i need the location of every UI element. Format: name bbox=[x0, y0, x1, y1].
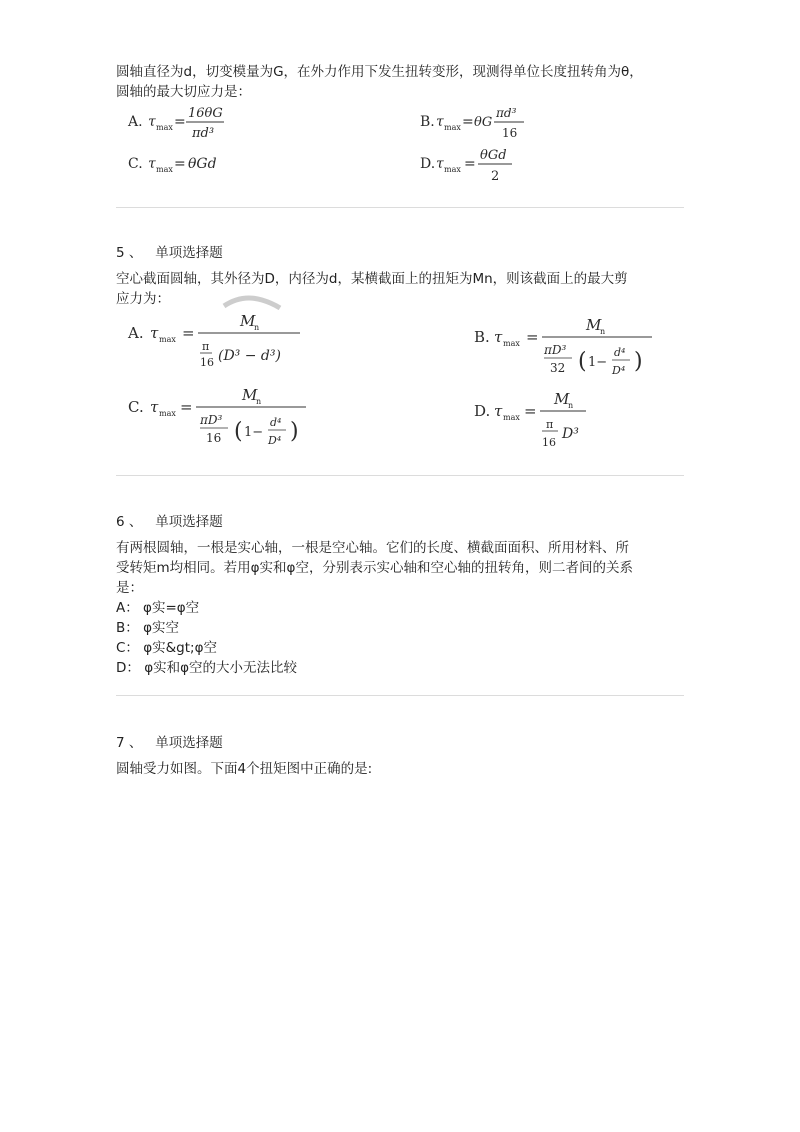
q6-option-c[interactable] bbox=[116, 638, 217, 658]
q5-option-a-letter: A. bbox=[128, 324, 144, 342]
max-subscript: max bbox=[156, 123, 173, 132]
mn-subscript: n bbox=[568, 401, 574, 410]
q4-option-a-denominator: πd³ bbox=[192, 126, 215, 141]
svg-text:M: M bbox=[240, 312, 256, 330]
svg-text:D⁴: D⁴ bbox=[268, 434, 282, 447]
equals-sign: = bbox=[180, 398, 193, 416]
option-label: A： bbox=[116, 600, 139, 616]
q4-stem-line2: 圆轴的最大切应力是： bbox=[116, 84, 251, 100]
tau-symbol: τ bbox=[494, 402, 503, 420]
q6-stem-line2: 受转矩m均相同。若用φ实和φ空，分别表示实心轴和空心轴的扭转角，则二者间的关系 bbox=[116, 560, 633, 576]
tau-symbol: τ bbox=[148, 156, 156, 172]
svg-text:16: 16 bbox=[200, 356, 214, 369]
q4-option-a-letter: A. bbox=[128, 114, 143, 130]
svg-text:D⁴: D⁴ bbox=[612, 364, 626, 377]
q7-type: 单项选择题 bbox=[155, 735, 223, 751]
q5-type: 单项选择题 bbox=[155, 245, 223, 261]
q6-option-b[interactable] bbox=[116, 618, 179, 638]
svg-text:d⁴: d⁴ bbox=[614, 346, 626, 359]
svg-text:): ) bbox=[290, 419, 299, 444]
pi-symbol: π bbox=[202, 340, 210, 353]
max-subscript: max bbox=[444, 123, 461, 132]
max-subscript: max bbox=[503, 339, 520, 348]
pi-symbol: π bbox=[546, 418, 554, 431]
mn-subscript: n bbox=[254, 323, 260, 332]
q5-number: 5 、 bbox=[116, 245, 143, 261]
q4-option-c-letter: C. bbox=[128, 156, 143, 172]
q6-number: 6 、 bbox=[116, 514, 143, 530]
tau-symbol: τ bbox=[494, 328, 503, 346]
svg-text:M: M bbox=[554, 390, 570, 408]
q4-option-c-rhs: θGd bbox=[188, 156, 217, 172]
q4-option-a-numerator: 16θG bbox=[188, 106, 223, 121]
svg-text:M: M bbox=[586, 316, 602, 334]
max-subscript: max bbox=[159, 409, 176, 418]
q4-option-d-letter: D. bbox=[420, 156, 436, 172]
svg-text:(: ( bbox=[234, 419, 243, 444]
option-text: φ实空 bbox=[143, 620, 179, 636]
svg-text:16: 16 bbox=[542, 436, 556, 449]
option-label: D： bbox=[116, 660, 140, 676]
svg-text:πD³: πD³ bbox=[200, 413, 223, 427]
q4-option-b-denominator: 16 bbox=[502, 126, 518, 140]
equals-sign: = bbox=[464, 156, 476, 172]
svg-text:1−: 1− bbox=[244, 425, 264, 440]
max-subscript: max bbox=[159, 335, 176, 344]
tau-symbol: τ bbox=[436, 156, 444, 172]
q6-option-a[interactable] bbox=[116, 598, 199, 618]
q6-option-d[interactable] bbox=[116, 658, 297, 678]
equals-sign: = bbox=[174, 156, 186, 172]
max-subscript: max bbox=[444, 165, 461, 174]
svg-text:(D³ − d³): (D³ − d³) bbox=[218, 348, 281, 364]
equals-sign: = bbox=[182, 324, 195, 342]
option-text: φ实&gt;φ空 bbox=[143, 640, 217, 656]
max-subscript: max bbox=[156, 165, 173, 174]
option-label: C： bbox=[116, 640, 139, 656]
q4-option-b-numerator: πd³ bbox=[496, 106, 517, 120]
q6-stem-line1: 有两根圆轴，一根是实心轴，一根是空心轴。它们的长度、横截面面积、所用材料、所 bbox=[116, 540, 629, 556]
equals-sign: = bbox=[526, 328, 539, 346]
equals-sign: = bbox=[174, 114, 186, 130]
equals-sign: = bbox=[462, 114, 474, 130]
q6-type: 单项选择题 bbox=[155, 514, 223, 530]
svg-text:d⁴: d⁴ bbox=[270, 416, 282, 429]
tau-symbol: τ bbox=[150, 324, 159, 342]
q4-option-d-numerator: θGd bbox=[480, 148, 507, 163]
svg-text:πD³: πD³ bbox=[544, 343, 567, 357]
q6-stem-line3: 是： bbox=[116, 580, 143, 596]
tau-symbol: τ bbox=[436, 114, 444, 130]
tau-symbol: τ bbox=[150, 398, 159, 416]
q5-option-b-formula bbox=[474, 312, 674, 386]
q4-option-d-denominator: 2 bbox=[491, 169, 500, 184]
q5-option-c-letter: C. bbox=[128, 398, 144, 416]
mn-subscript: n bbox=[256, 397, 262, 406]
q4-option-d-formula bbox=[420, 144, 570, 192]
divider bbox=[116, 207, 684, 208]
option-label: B： bbox=[116, 620, 139, 636]
q5-stem-line2: 应力为： bbox=[116, 291, 170, 307]
q7-number: 7 、 bbox=[116, 735, 143, 751]
q7-stem: 圆轴受力如图。下面4个扭矩图中正确的是: bbox=[116, 761, 373, 777]
divider bbox=[116, 695, 684, 696]
option-text: φ实和φ空的大小无法比较 bbox=[144, 660, 298, 676]
scan-smudge bbox=[222, 294, 282, 310]
svg-text:M: M bbox=[242, 386, 258, 404]
svg-text:): ) bbox=[634, 349, 643, 374]
q6-header bbox=[116, 512, 223, 532]
option-text: φ实=φ空 bbox=[143, 600, 200, 616]
svg-text:32: 32 bbox=[550, 361, 566, 375]
q5-stem-line1: 空心截面圆轴，其外径为D，内径为d，某横截面上的扭矩为Mn，则该截面上的最大剪 bbox=[116, 271, 628, 287]
tau-symbol: τ bbox=[148, 114, 156, 130]
max-subscript: max bbox=[503, 413, 520, 422]
svg-text:16: 16 bbox=[206, 431, 222, 445]
mn-subscript: n bbox=[600, 327, 606, 336]
q4-option-b-prefix: θG bbox=[474, 115, 493, 130]
q5-option-c-formula bbox=[128, 384, 328, 458]
q7-header bbox=[116, 733, 223, 753]
q5-header bbox=[116, 243, 223, 263]
q5-option-a-formula bbox=[128, 310, 328, 376]
q4-option-b-formula bbox=[420, 102, 570, 150]
q4-option-a-formula bbox=[128, 102, 278, 150]
q4-option-b-letter: B. bbox=[420, 114, 435, 130]
q4-stem-line1: 圆轴直径为d，切变模量为G，在外力作用下发生扭转变形，现测得单位长度扭转角为θ， bbox=[116, 64, 643, 80]
equals-sign: = bbox=[524, 402, 537, 420]
svg-text:(: ( bbox=[578, 349, 587, 374]
divider bbox=[116, 475, 684, 476]
svg-text:1−: 1− bbox=[588, 355, 608, 370]
q5-option-b-letter: B. bbox=[474, 328, 490, 346]
svg-text:D³: D³ bbox=[562, 426, 579, 442]
q5-option-d-letter: D. bbox=[474, 402, 491, 420]
q5-option-d-formula bbox=[474, 388, 634, 458]
q4-option-c-formula bbox=[128, 148, 278, 182]
